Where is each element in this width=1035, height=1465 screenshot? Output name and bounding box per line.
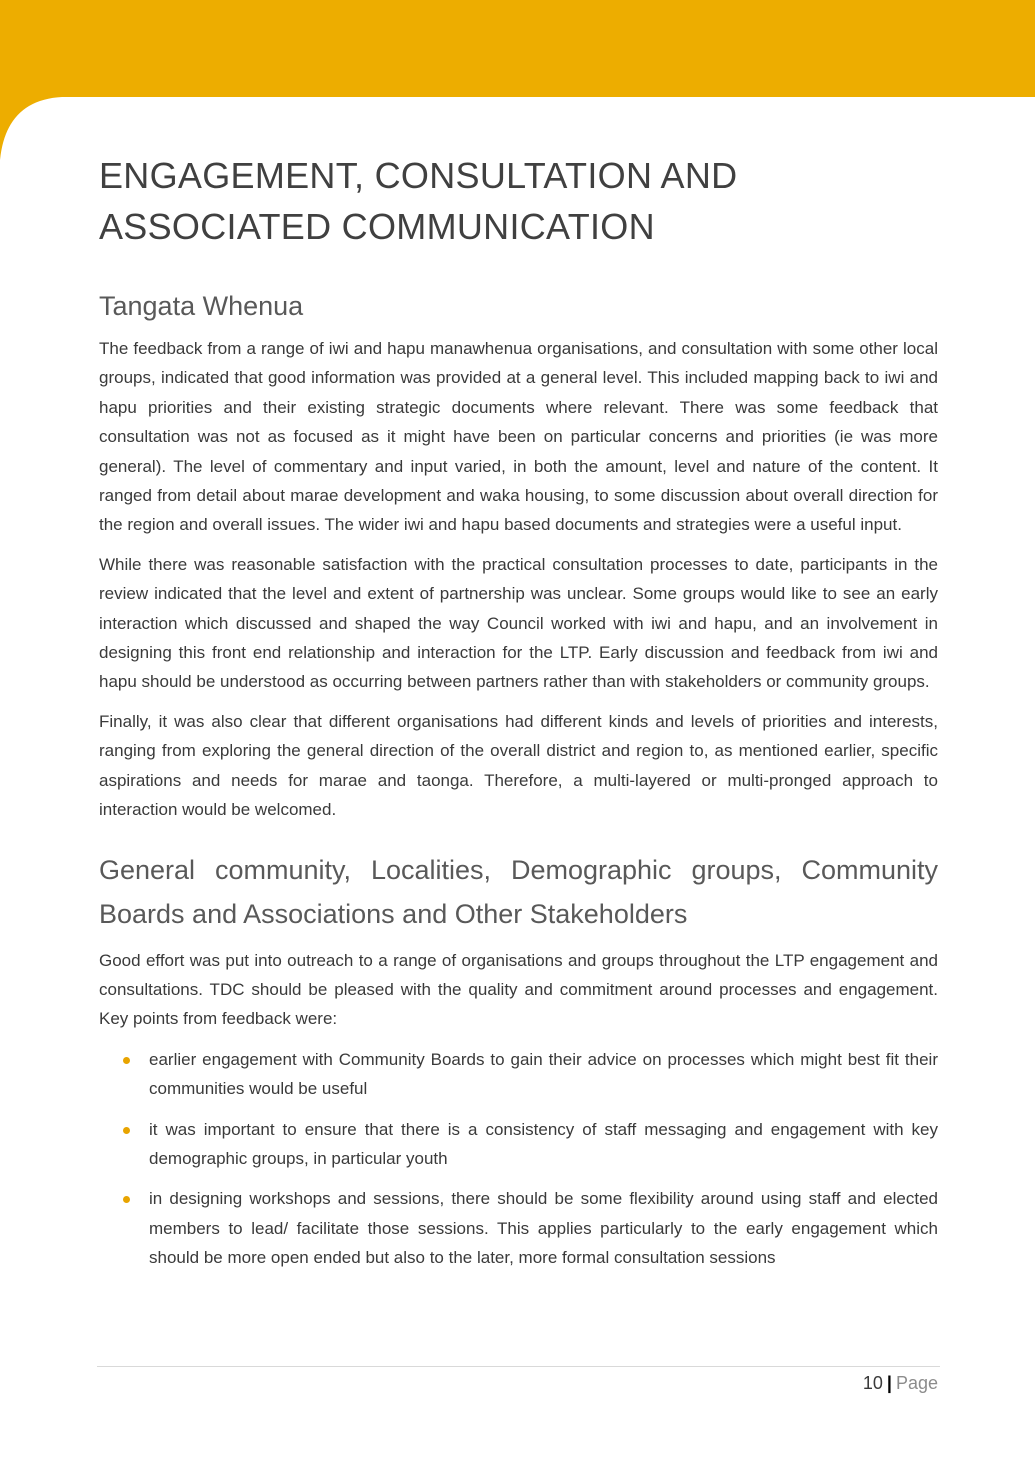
- list-item: [99, 1184, 938, 1272]
- body-paragraph: While there was reasonable satisfaction with the practical consultation processes to date, participants in the review indicated that the level and extent of partnership was unclear. Some groups would like to see an early interaction which discussed and shaped the way Council worked with iwi and hapu, and an involvement in designing this front end relationship and interaction for the LTP. Early discussion and feedback from iwi and hapu should be understood as occurring between partners rather than with stakeholders or community groups.: [99, 554, 938, 692]
- page-title: ENGAGEMENT, CONSULTATION AND ASSOCIATED COMMUNICATION: [99, 155, 738, 247]
- body-paragraph: Good effort was put into outreach to a range of organisations and groups throughout the LTP engagement and consultations. TDC should be pleased with the quality and commitment around processes and engagement. Key points from feedback were:: [99, 950, 938, 1029]
- page-number: 10: [862, 1373, 883, 1393]
- header-accent-band: [0, 0, 1035, 160]
- page-label: Page: [895, 1373, 938, 1393]
- page-content: [99, 150, 938, 1284]
- list-item-text: earlier engagement with Community Boards to gain their advice on processes which might best fit their communities would be useful: [149, 1049, 938, 1099]
- bullet-icon: [123, 1057, 130, 1064]
- footer-divider: [97, 1366, 940, 1367]
- footer-separator: |: [886, 1373, 892, 1393]
- page-footer: [863, 1371, 938, 1395]
- section-tangata-whenua: [99, 289, 938, 825]
- bullet-icon: [123, 1196, 130, 1203]
- bullet-icon: [123, 1127, 130, 1134]
- list-item: [99, 1115, 938, 1174]
- section-general-community: [99, 848, 938, 1273]
- header-accent-shape: [0, 0, 1035, 160]
- section-heading: Tangata Whenua: [99, 291, 304, 321]
- list-item-text: it was important to ensure that there is a consistency of staff messaging and engagement with key demographic groups, in particular youth: [149, 1119, 938, 1168]
- body-paragraph: The feedback from a range of iwi and hapu manawhenua organisations, and consultation with some other local groups, indicated that good information was provided at a general level. This included mapping back to iwi and hapu priorities and their existing strategic documents where relevant. There was some feedback that consultation was not as focused as it might have been on particular concerns and priorities (ie was more general). The level of commentary and input varied, in both the amount, level and nature of the content. It ranged from detail about marae development and waka housing, to some discussion about overall direction for the region and overall issues. The wider iwi and hapu based documents and strategies were a useful input.: [99, 339, 938, 535]
- list-item: [99, 1045, 938, 1104]
- section-heading: General community, Localities, Demographic groups, Community Boards and Associations and Other Stakeholders: [99, 854, 938, 929]
- body-paragraph: Finally, it was also clear that different organisations had different kinds and levels of priorities and interests, ranging from exploring the general direction of the overall district and region to, as mentioned earlier, specific aspirations and needs for marae and taonga. Therefore, a multi-layered or multi-pronged approach to interaction would be welcomed.: [99, 711, 938, 820]
- key-points-list: [99, 1045, 938, 1273]
- list-item-text: in designing workshops and sessions, there should be some flexibility around using staff and elected members to lead/ facilitate those sessions. This applies particularly to the early engagement which should be more open ended but also to the later, more formal consultation sessions: [149, 1189, 938, 1268]
